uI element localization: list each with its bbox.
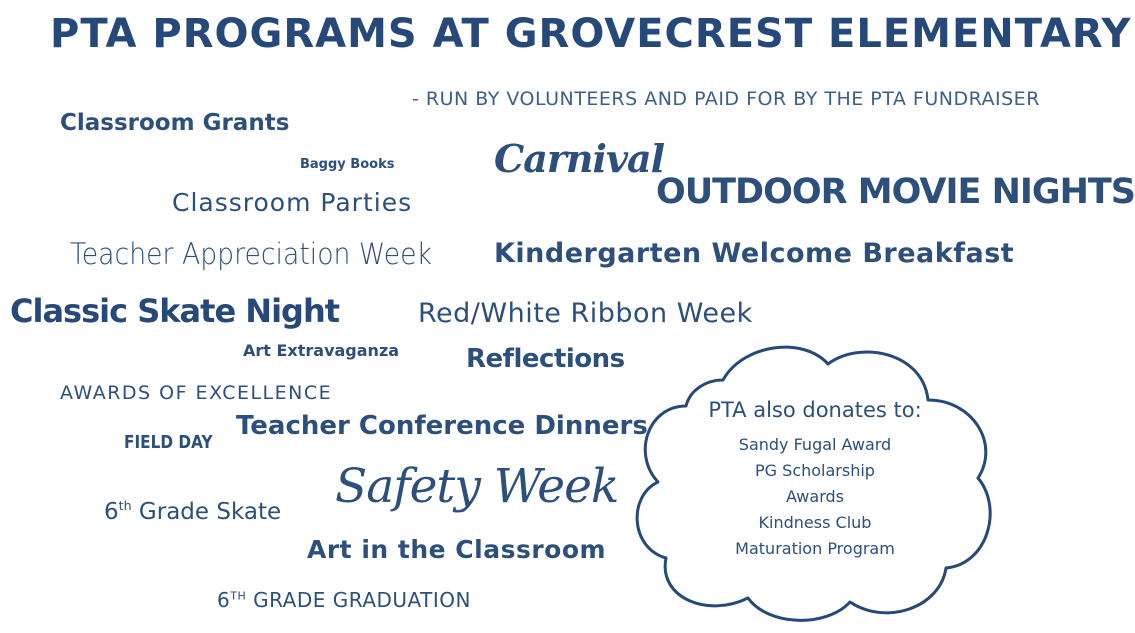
program-art-extravaganza: Art Extravaganza: [243, 341, 400, 360]
ordinal-suffix: th: [118, 498, 132, 513]
program-name-rest: Grade Skate: [131, 498, 282, 525]
program-classroom-grants: Classroom Grants: [60, 110, 290, 136]
donation-item: Awards: [786, 487, 844, 506]
program-sixth-grade-skate: [104, 500, 281, 524]
page-subtitle: - RUN BY VOLUNTEERS AND PAID FOR BY THE PTA FUNDRAISER: [412, 88, 1040, 110]
program-classroom-parties: Classroom Parties: [172, 188, 413, 217]
program-awards-of-excellence: AWARDS OF EXCELLENCE: [60, 382, 333, 404]
donation-item: PG Scholarship: [755, 461, 875, 480]
program-baggy-books: Baggy Books: [300, 157, 395, 172]
donations-list: [690, 432, 940, 562]
program-red-white-ribbon-week: Red/White Ribbon Week: [418, 298, 753, 329]
program-field-day: FIELD DAY: [124, 432, 213, 453]
program-classic-skate-night: Classic Skate Night: [10, 292, 340, 330]
program-name-rest: GRADE GRADUATION: [246, 588, 472, 612]
program-sixth-grade-graduation: [217, 590, 471, 610]
page-title: PTA PROGRAMS AT GROVECREST ELEMENTARY: [50, 11, 1132, 57]
program-kindergarten-welcome-breakfast: Kindergarten Welcome Breakfast: [494, 238, 1015, 269]
ordinal-number: 6: [104, 498, 119, 525]
program-teacher-conference-dinners: Teacher Conference Dinners: [236, 411, 648, 441]
donation-item: Kindness Club: [758, 513, 872, 532]
program-teacher-appreciation-week: Teacher Appreciation Week: [70, 237, 433, 271]
donations-box: [690, 398, 940, 562]
ordinal-suffix: TH: [230, 589, 247, 603]
donations-heading: PTA also donates to:: [708, 398, 922, 422]
program-carnival: Carnival: [494, 136, 665, 181]
donation-item: Sandy Fugal Award: [738, 435, 892, 454]
program-safety-week: Safety Week: [335, 459, 619, 514]
donation-item: Maturation Program: [735, 539, 895, 558]
program-art-in-the-classroom: Art in the Classroom: [307, 535, 607, 564]
program-reflections: Reflections: [466, 344, 625, 374]
program-outdoor-movie-nights: OUTDOOR MOVIE NIGHTS: [656, 172, 1135, 212]
ordinal-number: 6: [217, 588, 231, 612]
